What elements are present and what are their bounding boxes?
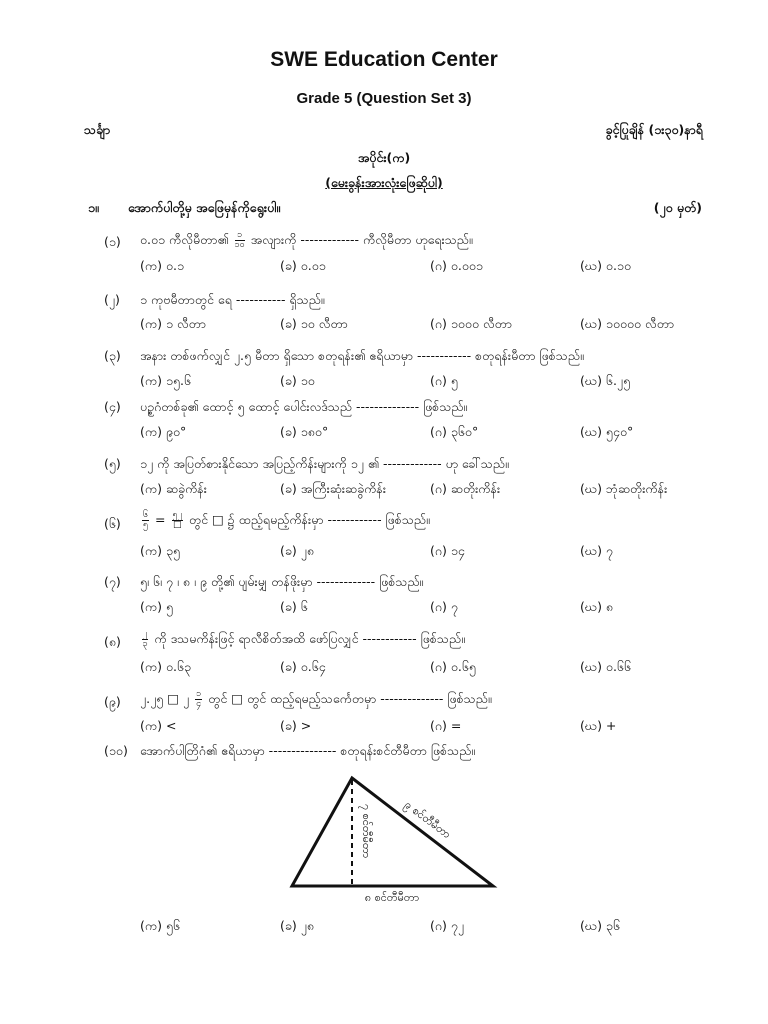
option-c: (ဂ) ၁၄ <box>430 543 465 558</box>
question-text <box>140 690 492 710</box>
fraction-denominator: ၄ <box>196 699 202 709</box>
fraction-numerator: ၂ <box>143 629 148 639</box>
option-a: (က) ၁၅.၆ <box>140 373 192 388</box>
option-d: (ဃ) ဘုံဆတိုးကိန်း <box>580 481 668 496</box>
option-c: (ဂ) ၇ <box>430 599 458 614</box>
fraction <box>142 630 148 649</box>
option-b: (ခ) ၀.၆၄ <box>280 659 326 674</box>
fraction-denominator: ၁၀ <box>234 240 245 250</box>
option-a: (က) ၅ <box>140 599 173 614</box>
question-number: (၉) <box>104 694 121 709</box>
height-label: ၇ စင်တီမီတာ <box>360 804 373 859</box>
subject-label: သင်္ချာ <box>84 122 111 137</box>
option-d: (ဃ) + <box>580 718 617 733</box>
option-a: (က) ၁ လီတာ <box>140 316 206 331</box>
instruction-text: (မေးခွန်းအားလုံးဖြေဆိုပါ) <box>325 175 443 190</box>
grade-heading: Grade 5 (Question Set 3) <box>296 90 472 107</box>
triangle-figure <box>280 770 510 910</box>
option-b: (ခ) ၁၀ <box>280 373 315 388</box>
equals-sign: = <box>155 512 166 527</box>
option-a: (က) ၃၅ <box>140 543 181 558</box>
fraction-denominator: □ <box>173 520 182 530</box>
option-d: (ဃ) ၃၆ <box>580 918 620 933</box>
fraction <box>142 511 149 530</box>
option-b: (ခ) ၆ <box>280 599 308 614</box>
option-d: (ဃ) ၇ <box>580 543 613 558</box>
option-b: (ခ) ၂၈ <box>280 543 315 558</box>
question-text: အနား တစ်ဖက်လျှင် ၂.၅ မီတာ ရှိသော စတုရန်း၏ ဧရိယာမှာ ------------ စတုရန်းမီတာ ဖြစ်သည်။ <box>140 348 584 363</box>
option-d: (ဃ) ၈ <box>580 599 614 614</box>
option-c: (ဂ) ၀.၆၅ <box>430 659 476 674</box>
question-text <box>140 231 473 251</box>
question-number: (၁၀) <box>104 743 128 758</box>
question-text-part: တွင် □ တွင် ထည့်ရမည့်သင်္ကေတမှာ -------------- ဖြစ်သည်။ <box>208 691 492 706</box>
option-b: (ခ) ၂၈ <box>280 918 315 933</box>
part-heading: အပိုင်း(က) <box>357 150 411 165</box>
question-number: (၇) <box>104 574 121 589</box>
option-c: (ဂ) ဆတိုးကိန်း <box>430 481 501 496</box>
question-number: (၆) <box>104 516 121 531</box>
section-number: ၁။ <box>88 200 99 215</box>
fraction-numerator: ၁ <box>196 689 202 699</box>
option-a: (က) ၀.၁ <box>140 258 184 273</box>
question-number: (၄) <box>104 399 121 414</box>
option-a: (က) ၅၆ <box>140 918 181 933</box>
option-d: (ဃ) ၁၀၀၀၀ လီတာ <box>580 316 675 331</box>
question-text: ၁ ကုဗမီတာတွင် ရေ ----------- ရှိသည်။ <box>140 292 325 307</box>
option-d: (ဃ) ၀.၁၀ <box>580 258 631 273</box>
option-c: (ဂ) ၁၀၀၀ လီတာ <box>430 316 512 331</box>
fraction <box>235 231 245 250</box>
question-text-part: ၂.၂၅ □ ၂ <box>140 691 190 706</box>
option-b: (ခ) အကြီးဆုံးဆခွဲကိန်း <box>280 481 386 496</box>
option-c: (ဂ) ၇၂ <box>430 918 465 933</box>
question-number: (၁) <box>104 234 121 249</box>
question-text: ပဥ္စဂံတစ်ခု၏ ထောင့် ၅ ထောင့် ပေါင်းလဒ်သည် -------------- ဖြစ်သည်။ <box>140 399 468 414</box>
question-number: (၂) <box>104 292 120 307</box>
question-number: (၅) <box>104 456 121 471</box>
question-text-part: ကို ဒသမကိန်းဖြင့် ရာလီစိတ်အထိ ဖော်ပြလျှင် ------------ ဖြစ်သည်။ <box>154 631 465 646</box>
section-instruction: အောက်ပါတို့မှ အဖြေမှန်ကိုရွေးပါ။ <box>128 200 281 215</box>
option-b: (ခ) > <box>280 718 312 733</box>
option-b: (ခ) ၁၀ လီတာ <box>280 316 348 331</box>
option-b: (ခ) ၁၈၀° <box>280 424 329 439</box>
fraction-denominator: ၅ <box>143 520 149 530</box>
option-c: (ဂ) = <box>430 718 462 733</box>
question-text <box>140 630 465 650</box>
fraction-denominator: ၃ <box>142 639 148 649</box>
side-label: ၉ စင်တီမီတာ <box>402 798 454 842</box>
question-text: အောက်ပါတြိဂံ၏ ဧရိယာမှာ --------------- စတုရန်းစင်တီမီတာ ဖြစ်သည်။ <box>140 743 476 758</box>
question-text-part: အလျားကို ------------- ကီလိုမီတာ ဟုရေးသည်။ <box>250 232 473 247</box>
question-number: (၈) <box>104 634 121 649</box>
option-b: (ခ) ၀.၀၁ <box>280 258 326 273</box>
fraction-numerator: ၅၂ <box>172 510 182 520</box>
question-text <box>140 511 430 531</box>
fraction <box>195 690 202 709</box>
option-d: (ဃ) ၅၄၀° <box>580 424 634 439</box>
base-label: ၈ စင်တီမီတာ <box>364 891 420 904</box>
option-a: (က) ၉၀° <box>140 424 187 439</box>
fraction-numerator: ၁ <box>235 231 245 241</box>
fraction-numerator: ၆ <box>143 510 149 520</box>
option-d: (ဃ) ၆.၂၅ <box>580 373 631 388</box>
option-a: (က) < <box>140 718 177 733</box>
question-number: (၃) <box>104 348 121 363</box>
question-text: ၅၊ ၆၊ ၇ ၊ ၈ ၊ ၉ တို့၏ ပျမ်းမျှ တန်ဖိုးမှာ ------------- ဖြစ်သည်။ <box>140 574 424 589</box>
triangle-shape <box>292 778 493 886</box>
instruction-heading <box>0 175 768 194</box>
question-text: ၁၂ ကို အပြတ်စားနိုင်သော အပြည့်ကိန်းများကို ၁၂ ၏ ------------- ဟု ခေါ်သည်။ <box>140 456 509 471</box>
option-d: (ဃ) ၀.၆၆ <box>580 659 631 674</box>
question-text-part: တွင် □ ၌ ထည့်ရမည့်ကိန်းမှာ ------------ ဖြစ်သည်။ <box>188 512 430 527</box>
option-c: (ဂ) ၀.၀၀၁ <box>430 258 483 273</box>
option-a: (က) ဆခွဲကိန်း <box>140 481 207 496</box>
document-title: SWE Education Center <box>270 48 498 71</box>
section-marks: (၂၀ မှတ်) <box>653 200 702 215</box>
fraction <box>172 511 183 530</box>
time-allowed: ခွင့်ပြုချိန် (၁း၃၀)နာရီ <box>605 122 703 137</box>
option-a: (က) ၀.၆၃ <box>140 659 192 674</box>
option-c: (ဂ) ၅ <box>430 373 458 388</box>
option-c: (ဂ) ၃၆၀° <box>430 424 479 439</box>
question-text-part: ၀.၀၁ ကီလိုမီတာ၏ <box>140 232 229 247</box>
